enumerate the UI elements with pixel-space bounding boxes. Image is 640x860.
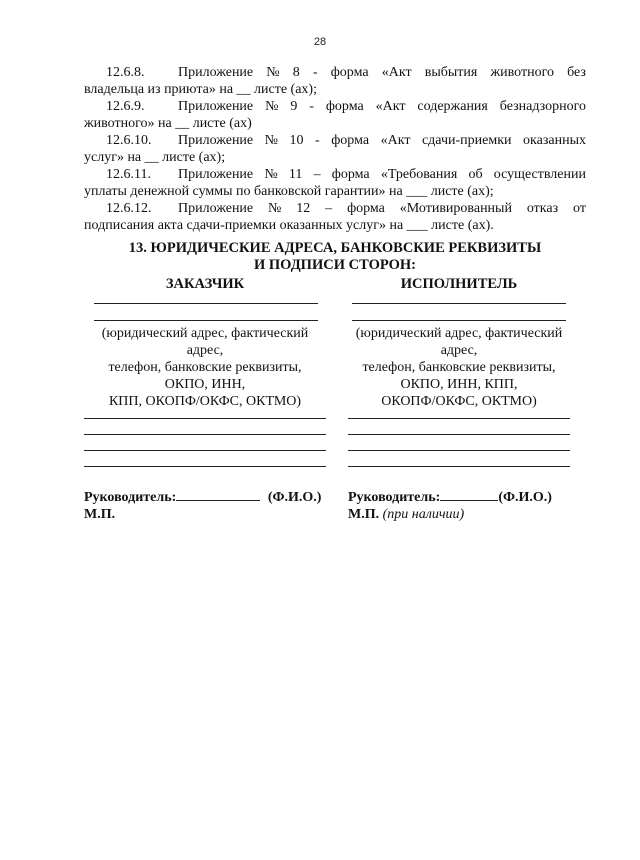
word: «Акт	[381, 65, 412, 80]
section-title-line-1: 13. ЮРИДИЧЕСКИЕ АДРЕСА, БАНКОВСКИЕ РЕКВИЗИТЫ	[128, 240, 542, 256]
word: –	[325, 201, 333, 216]
contractor-blank-lines	[348, 418, 570, 467]
word: форма	[331, 133, 370, 148]
customer-stamp	[84, 506, 326, 523]
word: -	[309, 99, 314, 114]
word: Приложение	[178, 99, 254, 114]
word: №	[264, 167, 278, 182]
section-title-line-2: И ПОДПИСИ СТОРОН:	[253, 257, 417, 273]
caption-line: телефон, банковские реквизиты,	[362, 360, 556, 375]
word: содержания	[417, 99, 488, 114]
word: «Мотивированный	[399, 201, 512, 216]
caption-line: адрес,	[440, 343, 478, 358]
customer-heading: ЗАКАЗЧИК	[165, 276, 245, 292]
appendix-item-text	[178, 98, 586, 115]
appendix-item-continuation: животного» на __ листе (ах)	[84, 116, 252, 131]
section-title	[84, 240, 586, 274]
word: 11	[288, 167, 303, 182]
appendix-item-text	[178, 132, 586, 149]
appendix-item-first-line	[84, 166, 586, 183]
appendix-item-continuation: услуг» на __ листе (ах);	[84, 150, 226, 165]
appendix-item	[84, 200, 586, 234]
blank-line	[84, 450, 326, 451]
signature-blank	[440, 488, 498, 501]
word: животного	[490, 65, 554, 80]
blank-line	[348, 434, 570, 435]
word: Приложение	[178, 167, 254, 182]
appendix-item-first-line	[84, 64, 586, 81]
word: 10	[289, 133, 304, 148]
signature-line	[94, 320, 318, 321]
appendix-item	[84, 98, 586, 132]
word: №	[264, 133, 279, 148]
word: отказ	[526, 201, 559, 216]
word: -	[315, 133, 320, 148]
stamp-label: М.П.	[84, 507, 116, 522]
appendix-item-number: 12.6.9.	[106, 99, 145, 114]
appendix-item-first-line	[84, 98, 586, 115]
word: 12	[296, 201, 311, 216]
customer-details-caption	[84, 325, 326, 410]
appendix-item-continuation: владельца из приюта» на __ листе (ах);	[84, 82, 317, 97]
word: 8	[292, 65, 300, 80]
word: «Акт	[380, 133, 411, 148]
caption-line: адрес,	[186, 343, 224, 358]
word: «Требования	[380, 167, 458, 182]
contractor-signature-block	[348, 488, 570, 523]
caption-line: КПП, ОКОПФ/ОКФС, ОКТМО)	[108, 394, 302, 409]
appendix-item-number: 12.6.8.	[106, 65, 145, 80]
head-label: Руководитель:	[84, 490, 177, 505]
word: –	[313, 167, 321, 182]
word: оказанных	[523, 133, 586, 148]
appendix-item-number: 12.6.11.	[106, 167, 151, 182]
page-number: 28	[313, 36, 327, 48]
word: сдачи-приемки	[421, 133, 512, 148]
word: 9	[290, 99, 298, 114]
head-label: Руководитель:	[348, 490, 441, 505]
word: безнадзорного	[499, 99, 586, 114]
word: Приложение	[178, 133, 254, 148]
word: Приложение	[178, 201, 254, 216]
word: Приложение	[178, 65, 254, 80]
contractor-head-signature	[348, 488, 570, 506]
customer-head-signature	[84, 488, 326, 506]
appendix-list	[84, 64, 586, 234]
blank-line	[84, 466, 326, 467]
word: №	[266, 65, 280, 80]
customer-column	[84, 276, 326, 482]
customer-signature-block	[84, 488, 326, 523]
word: выбытия	[424, 65, 478, 80]
blank-line	[348, 418, 570, 419]
blank-line	[84, 434, 326, 435]
appendix-item-number: 12.6.12.	[106, 201, 152, 216]
fio-label: (Ф.И.О.)	[267, 490, 322, 505]
word: без	[567, 65, 586, 80]
word: -	[312, 65, 318, 80]
appendix-item-first-line	[84, 200, 586, 217]
fio-label: (Ф.И.О.)	[498, 490, 552, 505]
word: об	[468, 167, 483, 182]
word: форма	[347, 201, 385, 216]
stamp-label: М.П.	[348, 507, 380, 522]
word: форма	[330, 65, 369, 80]
appendix-item-continuation: уплаты денежной суммы по банковской гарантии» на ___ листе (ах);	[84, 184, 494, 199]
caption-line: телефон, банковские реквизиты,	[108, 360, 302, 375]
word: форма	[325, 99, 364, 114]
word: «Акт	[375, 99, 406, 114]
appendix-item-continuation: подписания акта сдачи-приемки оказанных услуг» на ___ листе (ах).	[84, 218, 494, 233]
appendix-item	[84, 64, 586, 98]
blank-line	[348, 466, 570, 467]
contractor-stamp	[348, 506, 570, 523]
blank-line	[348, 450, 570, 451]
appendix-item-text	[178, 64, 586, 81]
word: от	[573, 201, 586, 216]
contractor-details-caption	[348, 325, 570, 410]
caption-line: ОКПО, ИНН, КПП,	[400, 377, 518, 392]
caption-line: ОКОПФ/ОКФС, ОКТМО)	[381, 394, 537, 409]
word: форма	[331, 167, 370, 182]
appendix-item	[84, 132, 586, 166]
signature-line	[352, 320, 566, 321]
caption-line: (юридический адрес, фактический	[101, 326, 309, 341]
appendix-item-number: 12.6.10.	[106, 133, 152, 148]
contractor-column	[348, 276, 570, 482]
customer-blank-lines	[84, 418, 326, 467]
appendix-item-text	[178, 166, 586, 183]
caption-line: ОКПО, ИНН,	[164, 377, 246, 392]
contractor-heading: ИСПОЛНИТЕЛЬ	[400, 276, 518, 292]
appendix-item-first-line	[84, 132, 586, 149]
signature-line	[352, 303, 566, 304]
caption-line: (юридический адрес, фактический	[355, 326, 563, 341]
appendix-item	[84, 166, 586, 200]
word: №	[265, 99, 279, 114]
signature-blank	[176, 488, 260, 501]
signature-line	[94, 303, 318, 304]
word: №	[268, 201, 282, 216]
appendix-item-text	[178, 200, 586, 217]
word: осуществлении	[493, 167, 586, 182]
blank-line	[84, 418, 326, 419]
stamp-note: (при наличии)	[382, 507, 465, 522]
